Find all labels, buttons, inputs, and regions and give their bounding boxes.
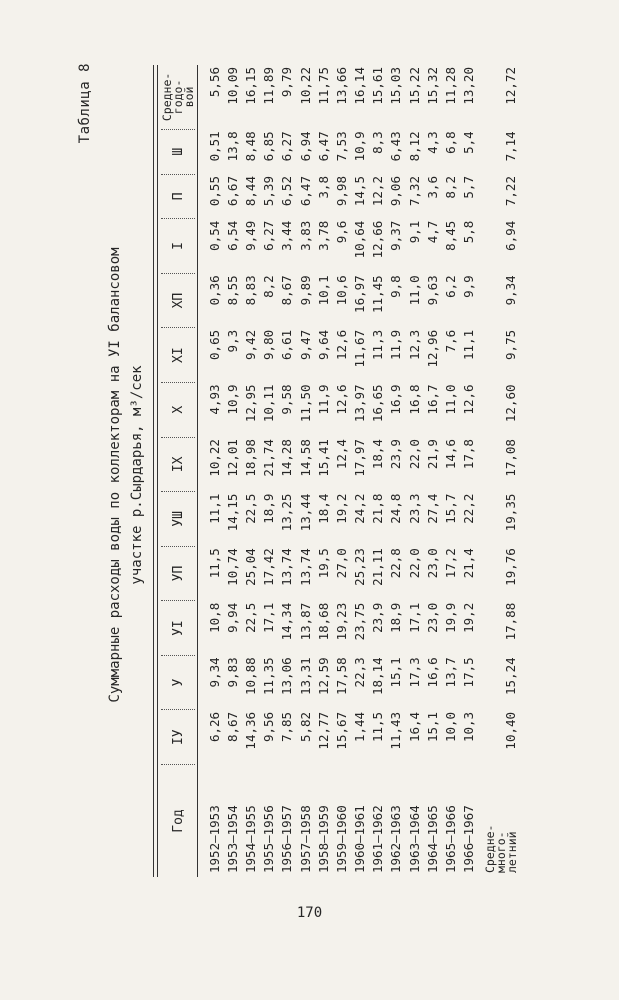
- header-rule-top: [153, 65, 154, 877]
- table-title-line-1: Суммарные расходы воды по коллекторам на УI балансовом: [107, 247, 123, 703]
- average-value-cell: 19,35: [502, 493, 518, 532]
- value-cell: 8,3: [370, 131, 386, 154]
- table-row: [241, 65, 259, 877]
- year-cell: 1957–1958: [297, 805, 313, 873]
- header-column: УШ: [161, 492, 195, 547]
- average-value-cell: 10,40: [502, 711, 518, 750]
- value-cell: 16,4: [406, 711, 422, 743]
- value-cell: 4,93: [206, 384, 222, 415]
- header-column: П: [161, 174, 195, 219]
- average-value-cell: 12,72: [502, 67, 518, 105]
- value-cell: 16,14: [352, 67, 368, 105]
- year-cell: 1955–1956: [261, 805, 277, 873]
- year-cell: 1956–1957: [279, 805, 295, 873]
- value-cell: 21,74: [261, 439, 277, 477]
- value-cell: 13,44: [297, 493, 313, 532]
- value-cell: 6,85: [261, 131, 277, 162]
- value-cell: 21,8: [370, 493, 386, 524]
- value-cell: 16,8: [406, 384, 422, 415]
- value-cell: 9,6: [333, 220, 349, 244]
- value-cell: 22,3: [352, 657, 368, 688]
- value-cell: 7,32: [406, 176, 422, 207]
- value-cell: 13,7: [443, 657, 459, 688]
- value-cell: 10,88: [242, 657, 258, 695]
- value-cell: 27,4: [424, 493, 440, 524]
- value-cell: 5,4: [461, 131, 477, 154]
- year-cell: 1966–1967: [461, 805, 477, 873]
- value-cell: 17,8: [461, 439, 477, 470]
- value-cell: 8,48: [242, 131, 258, 162]
- value-cell: 19,5: [315, 548, 331, 579]
- value-cell: 6,67: [224, 176, 240, 207]
- value-cell: 9,94: [224, 602, 240, 633]
- value-cell: 3,78: [315, 220, 331, 251]
- value-cell: 12,2: [370, 176, 386, 207]
- value-cell: 6,2: [443, 275, 459, 298]
- value-cell: 22,0: [406, 439, 422, 470]
- value-cell: 10,3: [461, 711, 477, 743]
- value-cell: 19,9: [443, 602, 459, 633]
- value-cell: 0,54: [206, 220, 222, 251]
- table-row: [260, 65, 278, 877]
- value-cell: 15,03: [388, 67, 404, 105]
- value-cell: 22,0: [406, 548, 422, 579]
- value-cell: 23,0: [424, 548, 440, 579]
- value-cell: 14,5: [352, 176, 368, 207]
- value-cell: 10,64: [352, 220, 368, 259]
- table-row: [314, 65, 332, 877]
- table-row: [296, 65, 314, 877]
- year-cell: 1954–1955: [242, 805, 258, 873]
- value-cell: 16,65: [370, 384, 386, 423]
- value-cell: 9,06: [388, 176, 404, 207]
- value-cell: 13,8: [224, 131, 240, 162]
- value-cell: 17,3: [406, 657, 422, 688]
- header-column: IХ: [161, 437, 195, 492]
- value-cell: 10,6: [333, 275, 349, 306]
- value-cell: 5,82: [297, 711, 313, 743]
- value-cell: 16,6: [424, 657, 440, 688]
- value-cell: 12,01: [224, 439, 240, 477]
- value-cell: 22,8: [388, 548, 404, 579]
- value-cell: 15,41: [315, 439, 331, 477]
- value-cell: 11,1: [461, 329, 477, 360]
- value-cell: 18,9: [261, 493, 277, 524]
- value-cell: 5,39: [261, 176, 277, 207]
- value-cell: 9,64: [315, 329, 331, 360]
- value-cell: 13,74: [279, 548, 295, 586]
- value-cell: 27,0: [333, 548, 349, 579]
- value-cell: 21,11: [370, 548, 386, 586]
- value-cell: 19,2: [333, 493, 349, 524]
- value-cell: 12,77: [315, 711, 331, 750]
- table-row: [205, 65, 223, 877]
- value-cell: 12,6: [333, 329, 349, 360]
- value-cell: 25,04: [242, 548, 258, 586]
- value-cell: 11,5: [206, 548, 222, 579]
- value-cell: 14,6: [443, 439, 459, 470]
- value-cell: 9,49: [242, 220, 258, 251]
- value-cell: 9,1: [406, 220, 422, 244]
- value-cell: 13,31: [297, 657, 313, 695]
- value-cell: 12,6: [461, 384, 477, 415]
- table-row: [278, 65, 296, 877]
- average-value-cell: 7,14: [502, 131, 518, 162]
- value-cell: 6,47: [297, 176, 313, 207]
- value-cell: 8,2: [443, 176, 459, 199]
- value-cell: 11,9: [315, 384, 331, 415]
- value-cell: 8,2: [261, 275, 277, 298]
- value-cell: 5,56: [206, 67, 222, 98]
- header-column: УП: [161, 546, 195, 601]
- value-cell: 24,8: [388, 493, 404, 524]
- average-label: Средне- много- летний: [482, 824, 519, 873]
- value-cell: 11,45: [370, 275, 386, 313]
- value-cell: 25,23: [352, 548, 368, 586]
- value-cell: 18,9: [388, 602, 404, 633]
- average-value-cell: 9,75: [502, 329, 518, 360]
- value-cell: 6,8: [443, 131, 459, 154]
- average-row: [478, 65, 518, 877]
- value-cell: 10,9: [352, 131, 368, 162]
- value-cell: 9,80: [261, 329, 277, 360]
- spacer-row: [195, 65, 205, 877]
- average-value-cell: 9,34: [502, 275, 518, 306]
- header-column: IУ: [161, 710, 195, 765]
- value-cell: 6,94: [297, 131, 313, 162]
- average-value-cell: 6,94: [502, 220, 518, 251]
- value-cell: 8,12: [406, 131, 422, 162]
- value-cell: 22,5: [242, 602, 258, 633]
- value-cell: 21,9: [424, 439, 440, 470]
- value-cell: 7,53: [333, 131, 349, 162]
- value-cell: 13,66: [333, 67, 349, 105]
- table-header-row: [161, 65, 195, 877]
- table-row: [369, 65, 387, 877]
- value-cell: 17,1: [261, 602, 277, 633]
- value-cell: 11,5: [370, 711, 386, 743]
- value-cell: 17,58: [333, 657, 349, 695]
- value-cell: 15,7: [443, 493, 459, 524]
- value-cell: 12,59: [315, 657, 331, 695]
- value-cell: 8,55: [224, 275, 240, 306]
- value-cell: 10,0: [443, 711, 459, 743]
- value-cell: 6,43: [388, 131, 404, 162]
- value-cell: 9,83: [224, 657, 240, 688]
- value-cell: 6,54: [224, 220, 240, 251]
- value-cell: 9,98: [333, 176, 349, 207]
- value-cell: 9,89: [297, 275, 313, 306]
- value-cell: 12,4: [333, 439, 349, 470]
- value-cell: 6,26: [206, 711, 222, 743]
- value-cell: 10,22: [297, 67, 313, 105]
- value-cell: 16,7: [424, 384, 440, 415]
- header-rule-top-double: [157, 65, 158, 877]
- value-cell: 10,74: [224, 548, 240, 586]
- table-body: [195, 65, 518, 877]
- value-cell: 11,0: [406, 275, 422, 306]
- value-cell: 11,35: [261, 657, 277, 695]
- value-cell: 13,20: [461, 67, 477, 105]
- table-row: [460, 65, 478, 877]
- table-row: [405, 65, 423, 877]
- value-cell: 6,47: [315, 131, 331, 162]
- value-cell: 11,28: [443, 67, 459, 105]
- year-cell: 1963–1964: [406, 805, 422, 873]
- value-cell: 9,79: [279, 67, 295, 98]
- value-cell: 13,97: [352, 384, 368, 423]
- value-cell: 6,61: [279, 329, 295, 360]
- value-cell: 9,63: [424, 275, 440, 306]
- year-cell: 1952–1953: [206, 805, 222, 873]
- header-column: Средне- годо- вой: [159, 72, 196, 122]
- value-cell: 23,75: [352, 602, 368, 641]
- value-cell: 12,96: [424, 329, 440, 368]
- year-cell: 1960–1961: [352, 805, 368, 873]
- value-cell: 11,3: [370, 329, 386, 360]
- value-cell: 18,4: [370, 439, 386, 470]
- value-cell: 10,1: [315, 275, 331, 306]
- header-column: Ш: [161, 129, 195, 174]
- header-column: I: [161, 219, 195, 274]
- value-cell: 3,6: [424, 176, 440, 199]
- value-cell: 23,9: [388, 439, 404, 470]
- average-value-cell: 12,60: [502, 384, 518, 423]
- value-cell: 18,68: [315, 602, 331, 641]
- value-cell: 10,8: [206, 602, 222, 633]
- value-cell: 12,66: [370, 220, 386, 259]
- value-cell: 23,9: [370, 602, 386, 633]
- value-cell: 10,22: [206, 439, 222, 477]
- value-cell: 13,74: [297, 548, 313, 586]
- value-cell: 9,3: [224, 329, 240, 353]
- value-cell: 17,42: [261, 548, 277, 586]
- header-column: У: [161, 655, 195, 710]
- value-cell: 13,87: [297, 602, 313, 641]
- value-cell: 4,3: [424, 131, 440, 154]
- value-cell: 0,36: [206, 275, 222, 306]
- value-cell: 11,1: [206, 493, 222, 524]
- value-cell: 1,44: [352, 711, 368, 743]
- value-cell: 22,5: [242, 493, 258, 524]
- table-row: [387, 65, 405, 877]
- value-cell: 17,2: [443, 548, 459, 579]
- year-cell: 1962–1963: [388, 805, 404, 873]
- value-cell: 6,52: [279, 176, 295, 207]
- header-column: ХI: [161, 328, 195, 383]
- discharge-table: [161, 65, 518, 877]
- value-cell: 11,50: [297, 384, 313, 423]
- value-cell: 23,0: [424, 602, 440, 633]
- value-cell: 9,9: [461, 275, 477, 298]
- header-year: Год: [161, 765, 195, 878]
- value-cell: 8,45: [443, 220, 459, 251]
- value-cell: 0,51: [206, 131, 222, 162]
- value-cell: 9,56: [261, 711, 277, 743]
- value-cell: 13,25: [279, 493, 295, 532]
- table-row: [332, 65, 350, 877]
- value-cell: 9,37: [388, 220, 404, 251]
- value-cell: 18,98: [242, 439, 258, 477]
- value-cell: 24,2: [352, 493, 368, 524]
- table-row: [223, 65, 241, 877]
- value-cell: 9,34: [206, 657, 222, 688]
- table-row: [423, 65, 441, 877]
- average-value-cell: 7,22: [502, 176, 518, 207]
- table-row: [351, 65, 369, 877]
- value-cell: 14,34: [279, 602, 295, 641]
- value-cell: 15,61: [370, 67, 386, 105]
- value-cell: 8,44: [242, 176, 258, 207]
- value-cell: 23,3: [406, 493, 422, 524]
- value-cell: 16,9: [388, 384, 404, 415]
- value-cell: 5,8: [461, 220, 477, 244]
- value-cell: 8,67: [224, 711, 240, 743]
- value-cell: 15,22: [406, 67, 422, 105]
- average-value-cell: 19,76: [502, 548, 518, 586]
- value-cell: 15,1: [388, 657, 404, 688]
- value-cell: 10,9: [224, 384, 240, 415]
- year-cell: 1965–1966: [443, 805, 459, 873]
- average-value-cell: 17,08: [502, 439, 518, 477]
- value-cell: 3,44: [279, 220, 295, 251]
- value-cell: 21,4: [461, 548, 477, 579]
- value-cell: 11,67: [352, 329, 368, 368]
- value-cell: 17,97: [352, 439, 368, 477]
- value-cell: 16,97: [352, 275, 368, 313]
- value-cell: 22,2: [461, 493, 477, 524]
- page-number: 170: [296, 905, 323, 921]
- table-title-line-2: участке р.Сырдарья, м³/сек: [129, 365, 145, 585]
- value-cell: 16,15: [242, 67, 258, 105]
- value-cell: 18,14: [370, 657, 386, 695]
- value-cell: 3,83: [297, 220, 313, 251]
- value-cell: 5,7: [461, 176, 477, 199]
- value-cell: 19,23: [333, 602, 349, 641]
- value-cell: 0,55: [206, 176, 222, 207]
- value-cell: 14,28: [279, 439, 295, 477]
- value-cell: 7,6: [443, 329, 459, 353]
- value-cell: 12,3: [406, 329, 422, 360]
- header-column: Х: [161, 382, 195, 437]
- year-cell: 1961–1962: [370, 805, 386, 873]
- table-row: [441, 65, 459, 877]
- value-cell: 11,9: [388, 329, 404, 360]
- value-cell: 9,8: [388, 275, 404, 298]
- value-cell: 15,67: [333, 711, 349, 750]
- year-cell: 1964–1965: [424, 805, 440, 873]
- value-cell: 13,06: [279, 657, 295, 695]
- value-cell: 12,6: [333, 384, 349, 415]
- value-cell: 9,58: [279, 384, 295, 415]
- value-cell: 10,09: [224, 67, 240, 105]
- value-cell: 7,85: [279, 711, 295, 743]
- value-cell: 15,32: [424, 67, 440, 105]
- year-cell: 1958–1959: [315, 805, 331, 873]
- year-cell: 1953–1954: [224, 805, 240, 873]
- value-cell: 17,5: [461, 657, 477, 688]
- value-cell: 4,7: [424, 220, 440, 244]
- value-cell: 11,0: [443, 384, 459, 415]
- value-cell: 9,42: [242, 329, 258, 360]
- value-cell: 19,2: [461, 602, 477, 633]
- value-cell: 3,8: [315, 176, 331, 199]
- value-cell: 14,36: [242, 711, 258, 750]
- value-cell: 8,83: [242, 275, 258, 306]
- value-cell: 9,47: [297, 329, 313, 360]
- table-caption: Таблица 8: [77, 63, 93, 144]
- average-value-cell: 15,24: [502, 657, 518, 695]
- value-cell: 11,89: [261, 67, 277, 105]
- value-cell: 14,58: [297, 439, 313, 477]
- value-cell: 6,27: [279, 131, 295, 162]
- value-cell: 18,4: [315, 493, 331, 524]
- value-cell: 6,27: [261, 220, 277, 251]
- value-cell: 17,1: [406, 602, 422, 633]
- value-cell: 11,43: [388, 711, 404, 750]
- header-column: ХП: [161, 273, 195, 328]
- rotated-page-content: [65, 55, 565, 895]
- average-value-cell: 17,88: [502, 602, 518, 641]
- value-cell: 14,15: [224, 493, 240, 532]
- value-cell: 15,1: [424, 711, 440, 743]
- value-cell: 10,11: [261, 384, 277, 423]
- value-cell: 12,95: [242, 384, 258, 423]
- value-cell: 11,75: [315, 67, 331, 105]
- value-cell: 8,67: [279, 275, 295, 306]
- year-cell: 1959–1960: [333, 805, 349, 873]
- header-column: УI: [161, 601, 195, 656]
- value-cell: 0,65: [206, 329, 222, 360]
